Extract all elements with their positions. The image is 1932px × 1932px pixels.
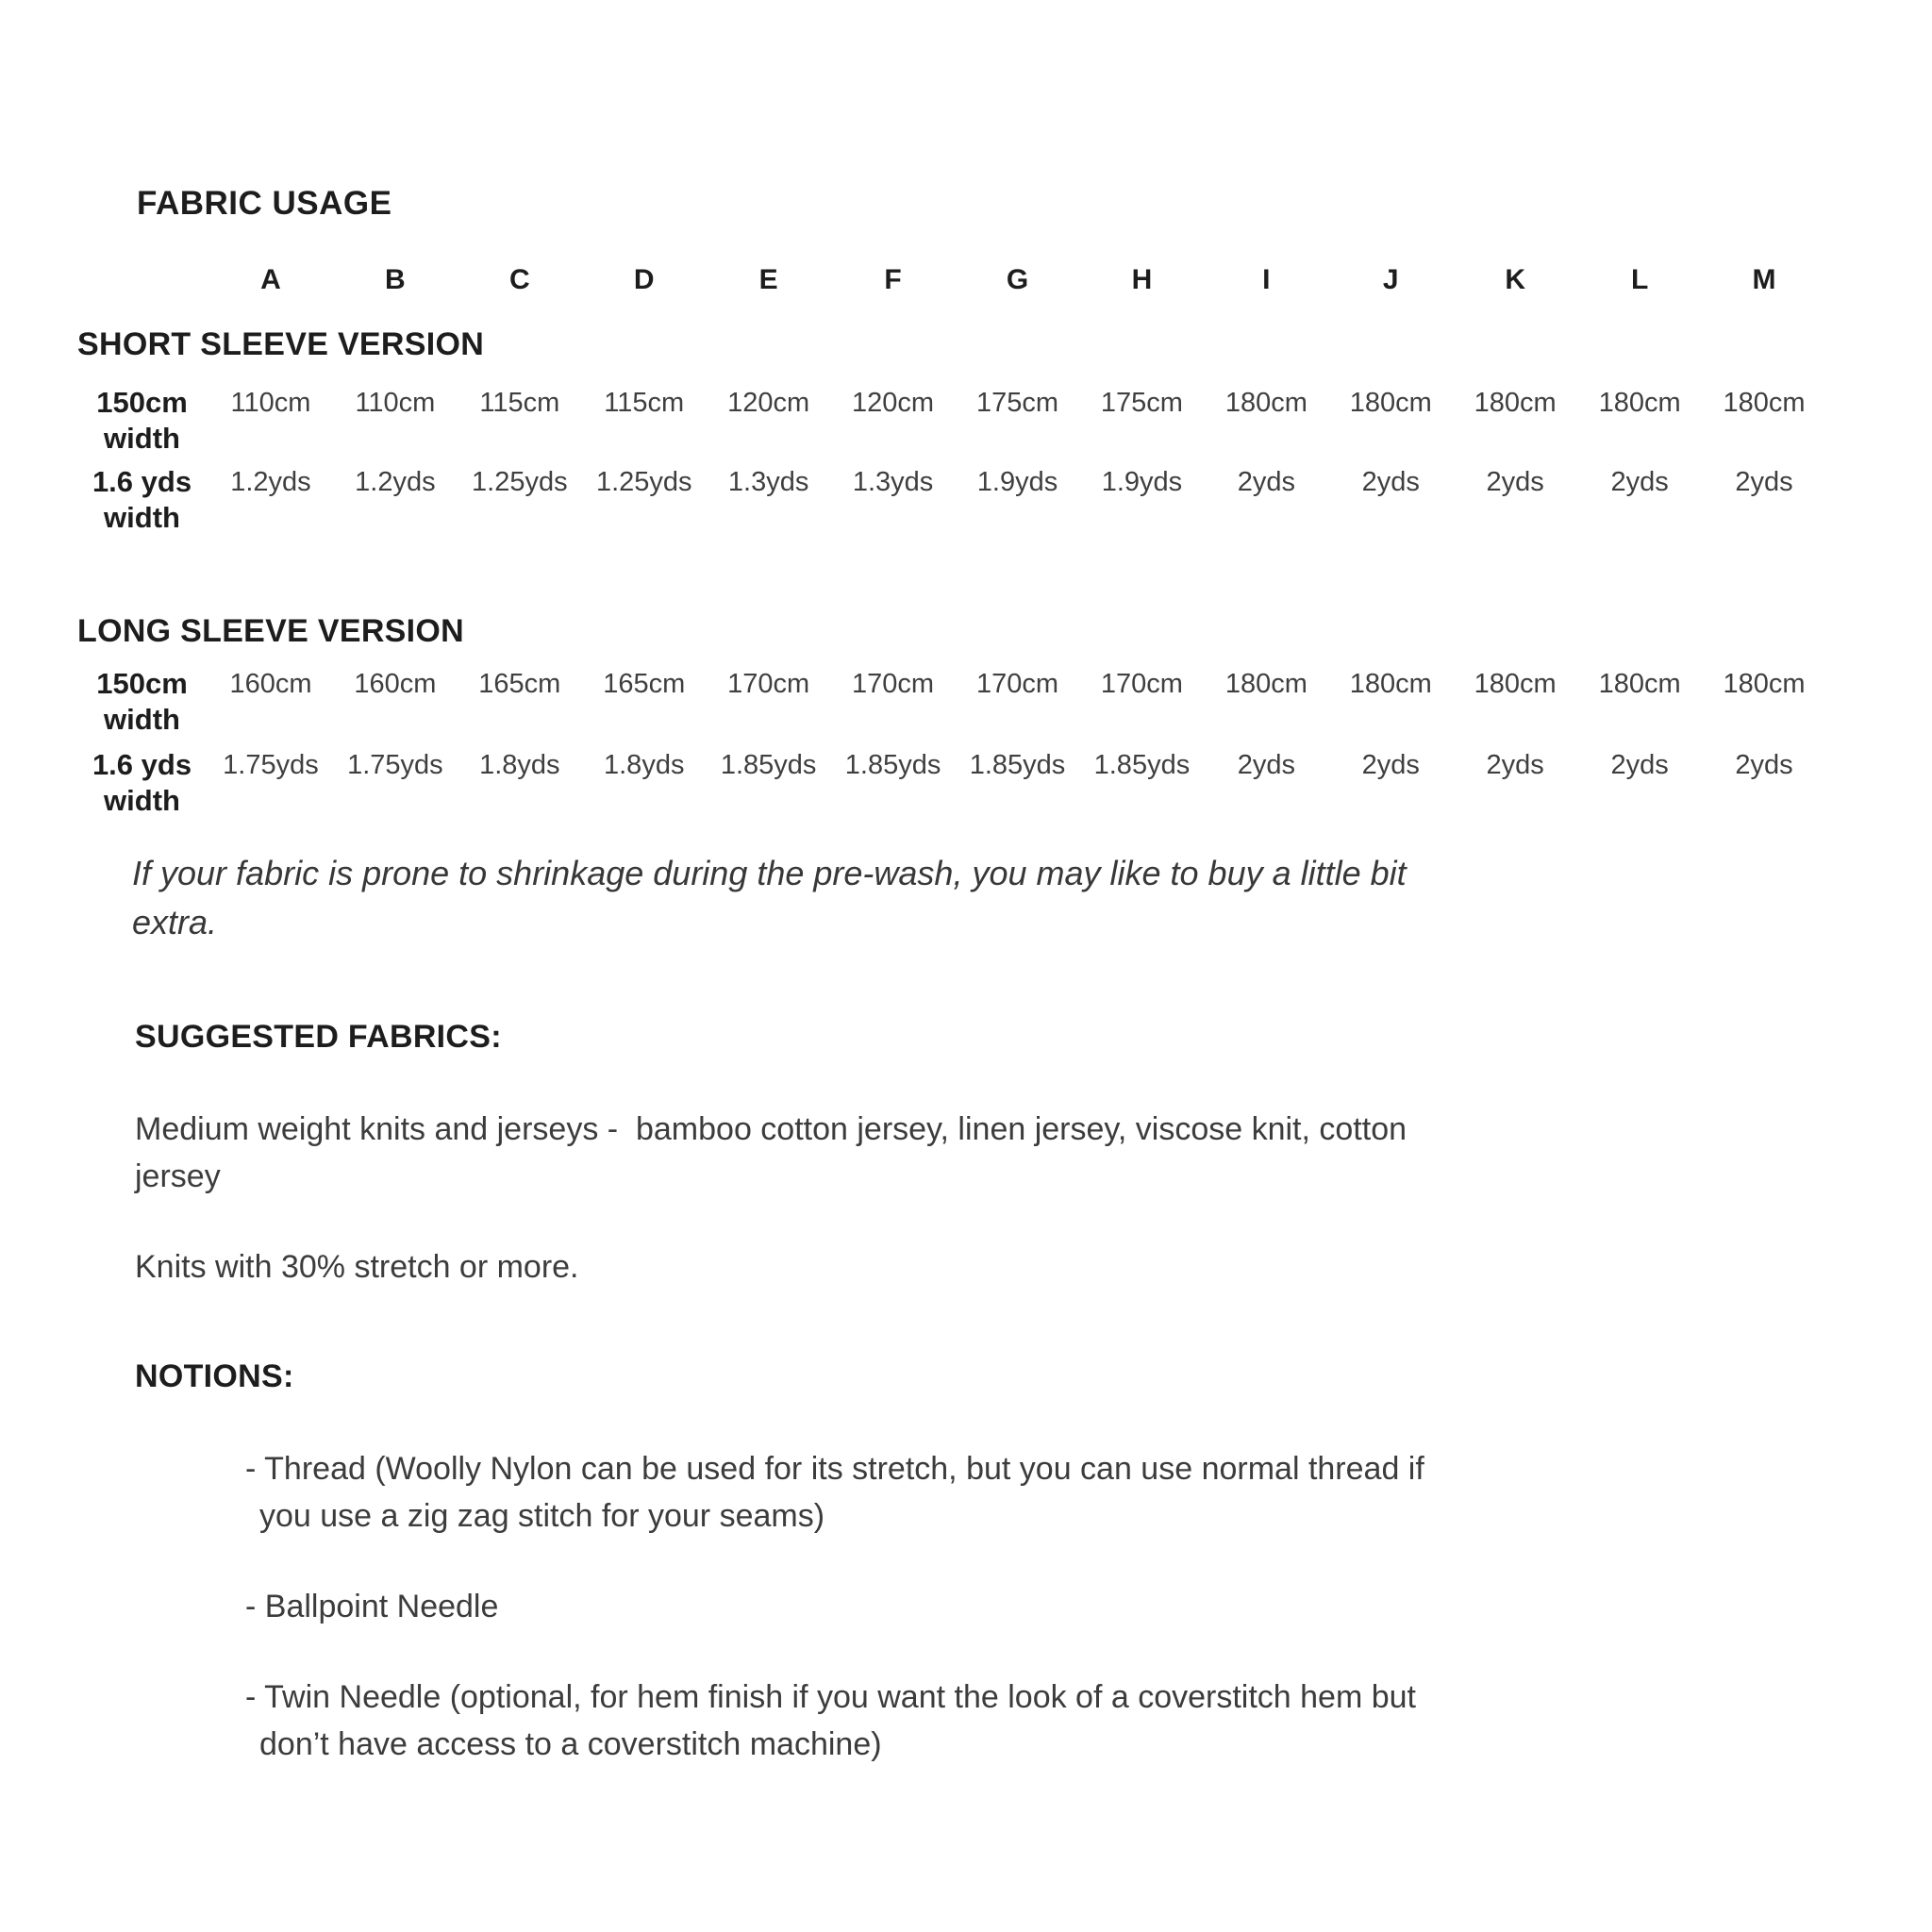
fabric-amount-cell: 170cm <box>975 669 1059 699</box>
fabric-amount-cell: 175cm <box>1100 388 1183 418</box>
row-label-line: width <box>104 784 180 817</box>
row-label-line: 150cm <box>96 386 188 419</box>
fabric-amount-cell: 2yds <box>1735 467 1793 497</box>
row-label-1-6yds-width <box>75 747 208 819</box>
fabric-amount-cell: 1.8yds <box>479 750 560 780</box>
row-label-1-6yds-width <box>75 464 208 536</box>
size-column-letter: F <box>884 264 902 295</box>
fabric-amount-cell: 2yds <box>1237 467 1295 497</box>
notion-line: - Thread (Woolly Nylon can be used for its stretch, but you can use normal thread if <box>245 1451 1424 1487</box>
fabric-amount-cell: 1.3yds <box>852 467 934 497</box>
fabric-amount-cell: 1.3yds <box>727 467 809 497</box>
suggested-fabrics-line: jersey <box>135 1158 221 1194</box>
fabric-amount-cell: 1.85yds <box>1093 750 1191 780</box>
fabric-amount-cell: 170cm <box>852 669 935 699</box>
short-sleeve-metric-values <box>208 385 1826 421</box>
fabric-amount-cell: 2yds <box>1237 750 1295 780</box>
fabric-amount-cell: 180cm <box>1474 669 1557 699</box>
fabric-amount-cell: 110cm <box>355 388 436 418</box>
fabric-amount-cell: 165cm <box>603 669 686 699</box>
fabric-amount-cell: 180cm <box>1349 669 1432 699</box>
fabric-amount-cell: 1.9yds <box>1101 467 1183 497</box>
fabric-amount-cell: 165cm <box>478 669 561 699</box>
fabric-amount-cell: 115cm <box>604 388 685 418</box>
row-label-line: 1.6 yds <box>92 465 192 498</box>
size-column-letter: E <box>758 264 778 295</box>
short-sleeve-metric-row <box>75 385 1826 457</box>
notion-line: - Ballpoint Needle <box>245 1589 499 1624</box>
row-label-line: width <box>104 703 180 736</box>
fabric-amount-cell: 1.25yds <box>472 467 568 497</box>
size-column-letter: K <box>1505 264 1526 295</box>
row-label-line: 150cm <box>96 667 188 700</box>
page-title: FABRIC USAGE <box>137 185 392 222</box>
fabric-amount-cell: 170cm <box>1100 669 1183 699</box>
notion-item-ballpoint-needle <box>245 1583 498 1630</box>
long-sleeve-heading: LONG SLEEVE VERSION <box>77 613 464 649</box>
suggested-fabrics-line: Medium weight knits and jerseys - bamboo cotton jersey, linen jersey, viscose knit, cotton <box>135 1111 1407 1147</box>
notion-line: - Twin Needle (optional, for hem finish if you want the look of a coverstitch hem but <box>245 1679 1416 1715</box>
fabric-amount-cell: 2yds <box>1610 750 1669 780</box>
shrinkage-note-line: extra. <box>132 903 218 941</box>
size-column-letter: H <box>1131 264 1153 295</box>
row-label-line: width <box>104 422 180 455</box>
fabric-amount-cell: 170cm <box>727 669 810 699</box>
fabric-amount-cell: 120cm <box>852 388 935 418</box>
fabric-amount-cell: 1.75yds <box>347 750 443 780</box>
size-column-header-row <box>75 264 1826 296</box>
fabric-amount-cell: 1.85yds <box>844 750 941 780</box>
long-sleeve-imperial-row <box>75 747 1826 819</box>
size-column-letter: D <box>633 264 655 295</box>
fabric-amount-cell: 1.2yds <box>230 467 311 497</box>
fabric-amount-cell: 180cm <box>1598 388 1681 418</box>
fabric-amount-cell: 1.75yds <box>223 750 319 780</box>
long-sleeve-metric-values <box>208 666 1826 702</box>
size-column-letter: A <box>260 264 281 295</box>
fabric-amount-cell: 110cm <box>230 388 311 418</box>
fabric-amount-cell: 1.25yds <box>595 467 692 497</box>
stretch-note <box>135 1243 579 1291</box>
notion-line: you use a zig zag stitch for your seams) <box>259 1498 825 1534</box>
size-column-letter: M <box>1752 264 1776 295</box>
suggested-fabrics-heading: SUGGESTED FABRICS: <box>135 1019 502 1055</box>
fabric-amount-cell: 1.2yds <box>355 467 436 497</box>
size-column-letter: C <box>508 264 530 295</box>
fabric-amount-cell: 180cm <box>1224 388 1307 418</box>
fabric-amount-cell: 175cm <box>975 388 1059 418</box>
fabric-amount-cell: 2yds <box>1361 750 1420 780</box>
shrinkage-note-line: If your fabric is prone to shrinkage during the pre-wash, you may like to buy a little bit <box>132 854 1407 892</box>
long-sleeve-metric-row <box>75 666 1826 738</box>
size-column-letter: J <box>1382 264 1399 295</box>
fabric-amount-cell: 180cm <box>1598 669 1681 699</box>
row-label-line: 1.6 yds <box>92 748 192 781</box>
notion-line: don’t have access to a coverstitch machine) <box>259 1726 882 1762</box>
stretch-note-line: Knits with 30% stretch or more. <box>135 1249 579 1285</box>
fabric-amount-cell: 2yds <box>1610 467 1669 497</box>
row-label-line: width <box>104 501 180 534</box>
fabric-amount-cell: 1.85yds <box>720 750 817 780</box>
fabric-amount-cell: 180cm <box>1349 388 1432 418</box>
fabric-amount-cell: 1.9yds <box>976 467 1058 497</box>
fabric-amount-cell: 2yds <box>1486 750 1544 780</box>
suggested-fabrics-description <box>135 1106 1407 1200</box>
short-sleeve-heading: SHORT SLEEVE VERSION <box>77 326 485 362</box>
fabric-amount-cell: 1.8yds <box>604 750 685 780</box>
fabric-amount-cell: 115cm <box>479 388 560 418</box>
fabric-amount-cell: 2yds <box>1361 467 1420 497</box>
fabric-amount-cell: 2yds <box>1735 750 1793 780</box>
fabric-amount-cell: 160cm <box>229 669 312 699</box>
short-sleeve-imperial-row <box>75 464 1826 536</box>
notion-item-thread <box>245 1445 1424 1540</box>
fabric-amount-cell: 180cm <box>1474 388 1557 418</box>
size-letter-cells <box>208 264 1826 296</box>
fabric-amount-cell: 180cm <box>1224 669 1307 699</box>
notion-item-twin-needle <box>245 1674 1416 1768</box>
fabric-amount-cell: 2yds <box>1486 467 1544 497</box>
fabric-amount-cell: 180cm <box>1723 388 1806 418</box>
size-column-letter: B <box>385 264 406 295</box>
row-label-150cm-width <box>75 385 208 457</box>
fabric-amount-cell: 160cm <box>354 669 437 699</box>
fabric-amount-cell: 180cm <box>1723 669 1806 699</box>
notions-heading: NOTIONS: <box>135 1358 294 1394</box>
size-column-letter: G <box>1006 264 1029 295</box>
shrinkage-note <box>132 849 1407 947</box>
fabric-amount-cell: 1.85yds <box>969 750 1066 780</box>
fabric-amount-cell: 120cm <box>727 388 810 418</box>
size-column-letter: I <box>1262 264 1271 295</box>
size-column-letter: L <box>1630 264 1649 295</box>
short-sleeve-imperial-values <box>208 464 1826 500</box>
long-sleeve-imperial-values <box>208 747 1826 783</box>
row-label-150cm-width <box>75 666 208 738</box>
